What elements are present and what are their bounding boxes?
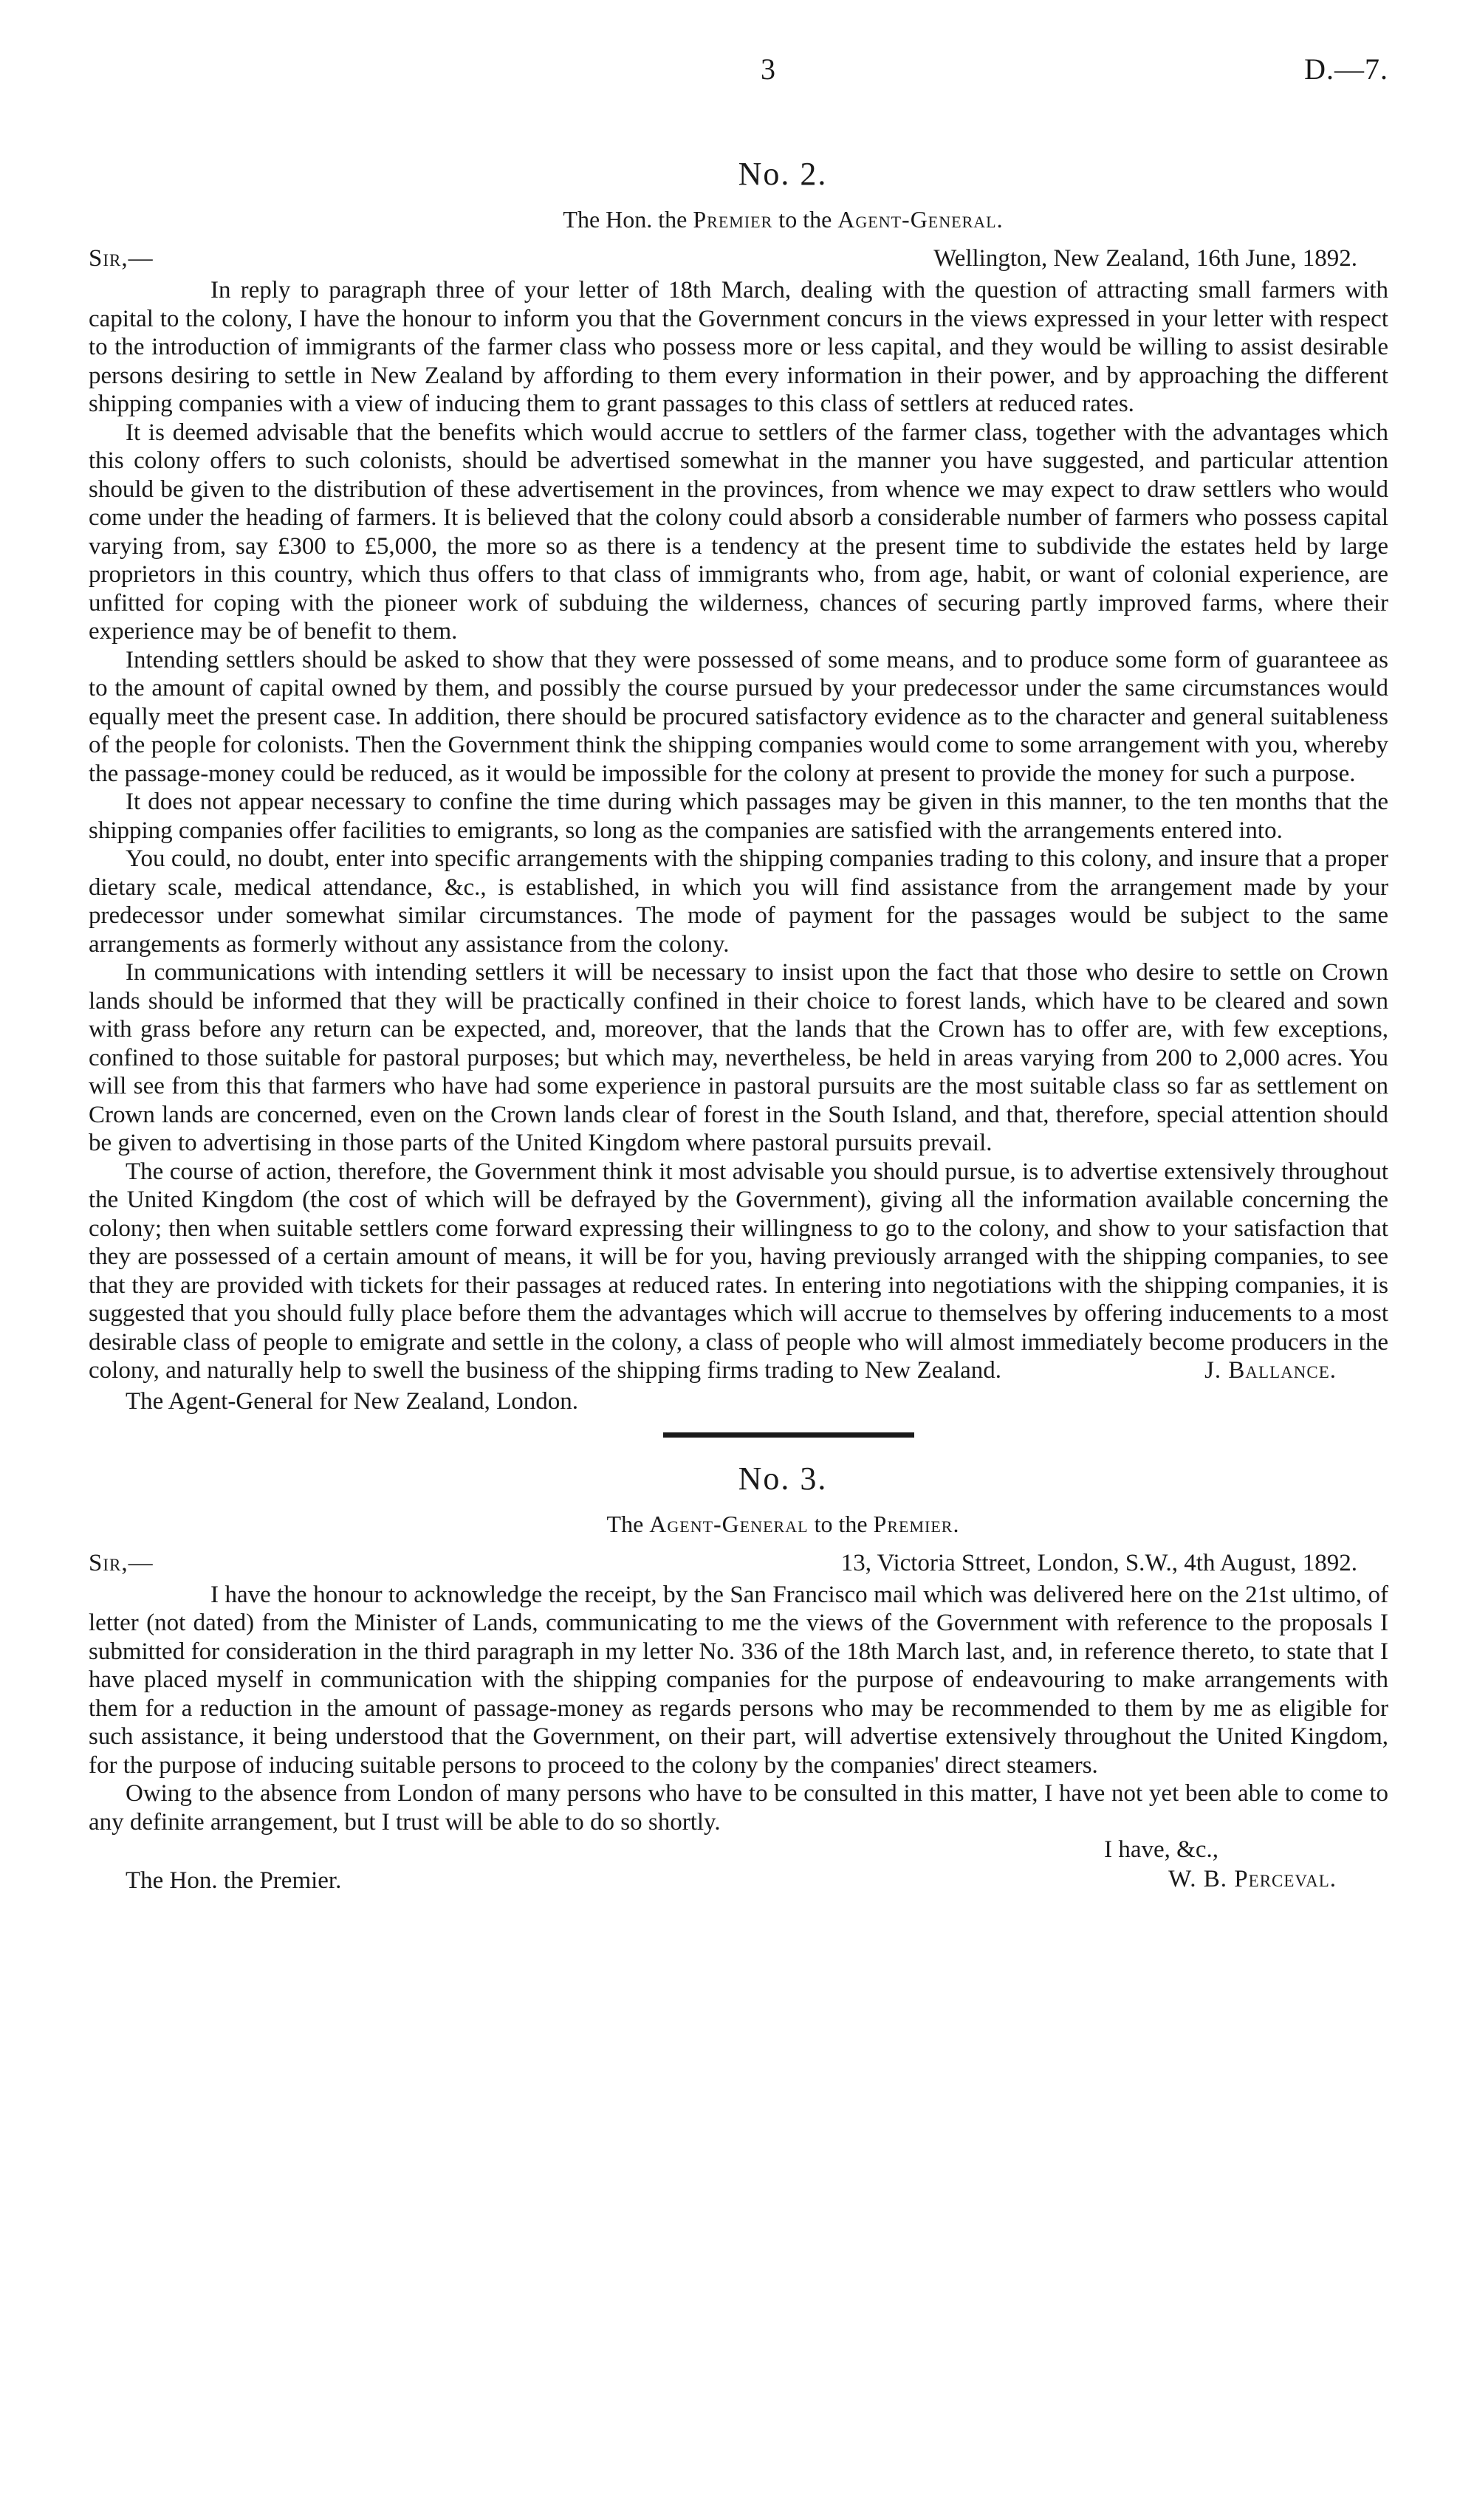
document-page (89, 44, 1388, 1895)
addressee: The Hon. the Premier. (126, 1867, 342, 1894)
paragraph: I have the honour to acknowledge the receipt, by the San Francisco mail which was delivered here on the 21st ultimo, of letter (not dated) from the Minister of Lands, communicating to me the views of the Government with reference to the proposals I submitted for consideration in the third paragraph in my letter No. 336 of the 18th March last, and, in reference thereto, to state that I have placed myself in communication with the shipping companies for the purpose of endeavouring to make arrangements with them for a reduction in the amount of passage-money as regards persons who may be recommended to them by me as eligible for such assistance, it being understood that the Government, on their part, will advertise extensively throughout the United Kingdom, for the purpose of inducing suitable persons to proceed to the colony by the companies' direct steamers. (89, 1581, 1388, 1779)
letter-no-3 (89, 1460, 1388, 1896)
paragraph: The course of action, therefore, the Government think it most advisable you should pursue, is to advertise extensively throughout the United Kingdom (the cost of which will be defrayed by the Government), giving all the information available concerning the colony; then when suitable settlers come forward expressing their willingness to go to the colony, and show to your satisfaction that they are possessed of a certain amount of means, it will be for you, having previously arranged with the shipping companies, to see that they are provided with tickets for their passages at reduced rates. In entering into negotiations with the shipping companies, it is suggested that you should fully place before them the advantages which will accrue to themselves by offering inducements to a most desirable class of people to emigrate and settle in the colony, a class of people who will almost immediately become producers in the colony, and naturally help to swell the business of the shipping firms trading to New Zealand. (89, 1158, 1388, 1384)
signature-row (89, 1357, 1388, 1387)
page-number: 3 (761, 52, 775, 86)
salutation: Sir,— (89, 245, 154, 272)
heading-middle: to the (808, 1510, 874, 1537)
heading-prefix: The (606, 1510, 650, 1537)
document-reference: D.—7. (1304, 52, 1388, 86)
letter-number: No. 2. (738, 156, 828, 192)
letter-no-2 (89, 155, 1388, 1416)
paragraph: In communications with intending settlers it will be necessary to insist upon the fact that those who desire to settle on Crown lands should be informed that they will be practically confined in their choice to forest lands, which have to be cleared and sown with grass before any return can be expected, and, moreover, that the lands that the Crown has to offer are, with few exceptions, confined to those suitable for pastoral purposes; but which may, nevertheless, be held in areas varying from 200 to 2,000 acres. You will see from this that farmers who have had some experience in pastoral pursuits are the most suitable class so far as settlement on Crown lands are concerned, even on the Crown lands clear of forest in the South Island, and that, therefore, special attention should be given to advertising in those parts of the United Kingdom where pastoral pursuits prevail. (89, 959, 1388, 1156)
salutation: Sir,— (89, 1549, 154, 1576)
salutation-row (89, 245, 1388, 276)
heading-sender: Agent-General (649, 1510, 809, 1537)
heading-recipient: Premier (873, 1510, 953, 1537)
address-date: 13, Victoria Sttreet, London, S.W., 4th August, 1892. (840, 1549, 1357, 1576)
addressee: The Agent-General for New Zealand, London. (126, 1387, 579, 1415)
closing: I have, &c., (1104, 1836, 1218, 1863)
page-header (89, 44, 1388, 96)
heading-middle: to the (772, 206, 838, 233)
salutation-row (89, 1550, 1388, 1581)
heading-recipient: Agent-General (837, 206, 997, 233)
signature-row (89, 1866, 1388, 1895)
signature: J. Ballance. (1204, 1356, 1337, 1384)
paragraph: It does not appear necessary to confine the time during which passages may be given in this manner, to the ten months that the shipping companies offer facilities to emigrants, so long as the companies are satisfied with the arrangements entered into. (89, 789, 1388, 844)
address-date: Wellington, New Zealand, 16th June, 1892. (933, 245, 1357, 272)
heading-prefix: The Hon. the (563, 206, 693, 233)
closing-row (89, 1836, 1388, 1866)
paragraph: It is deemed advisable that the benefits which would accrue to settlers of the farmer class, together with the advantages which this colony offers to such colonists, should be advertised somewhat in the manner you have suggested, and particular attention should be given to the distribution of these advertisement in the provinces, from whence we may expect to draw settlers who would come under the heading of farmers. It is believed that the colony could absorb a considerable number of farmers who possess capital varying from, say £300 to £5,000, the more so as there is a tendency at the present time to subdivide the estates held by large proprietors in this country, which thus offers to that class of immigrants who, from age, habit, or want of colonial experience, are unfitted for coping with the pioneer work of subduing the wilderness, chances of securing partly improved farms, where their experience may be of benefit to them. (89, 419, 1388, 645)
letter-heading (177, 206, 1388, 233)
paragraph: Intending settlers should be asked to show that they were possessed of some means, and to produce some form of guaranteee as to the amount of capital owned by them, and possibly the course pursued by your predecessor under the same circumstances would equally meet the present case. In addition, there should be procured satisfactory evidence as to the character and general suitableness of the people for colonists. Then the Government think the shipping companies would come to some arrangement with you, whereby the passage-money could be reduced, as it would be impossible for the colony at present to provide the money for such a purpose. (89, 646, 1388, 787)
heading-suffix: . (996, 206, 1003, 233)
heading-sender: Premier (693, 206, 773, 233)
paragraph: Owing to the absence from London of many persons who have to be consulted in this matter, I have not yet been able to come to any definite arrangement, but I trust will be able to do so shortly. (89, 1780, 1388, 1836)
letter-heading (177, 1511, 1388, 1538)
heading-suffix: . (953, 1510, 959, 1537)
paragraph: You could, no doubt, enter into specific arrangements with the shipping companies trading to this colony, and insure that a proper dietary scale, medical attendance, &c., is established, in which you will find assistance from the arrangement made by your predecessor under somewhat similar circumstances. The mode of payment for the passages would be subject to the same arrangements as formerly without any assistance from the colony. (89, 845, 1388, 958)
signature: W. B. Perceval. (1168, 1866, 1337, 1892)
section-divider (663, 1432, 914, 1438)
paragraph: In reply to paragraph three of your letter of 18th March, dealing with the question of attracting small farmers with capital to the colony, I have the honour to inform you that the Government concurs in the views expressed in your letter with respect to the introduction of immigrants of the farmer class who possess more or less capital, and they would be willing to assist desirable persons desiring to settle in New Zealand by affording to them every information in their power, and by approaching the different shipping companies with a view of inducing them to grant passages to this class of settlers at reduced rates. (89, 277, 1388, 417)
letter-number: No. 3. (738, 1460, 828, 1497)
